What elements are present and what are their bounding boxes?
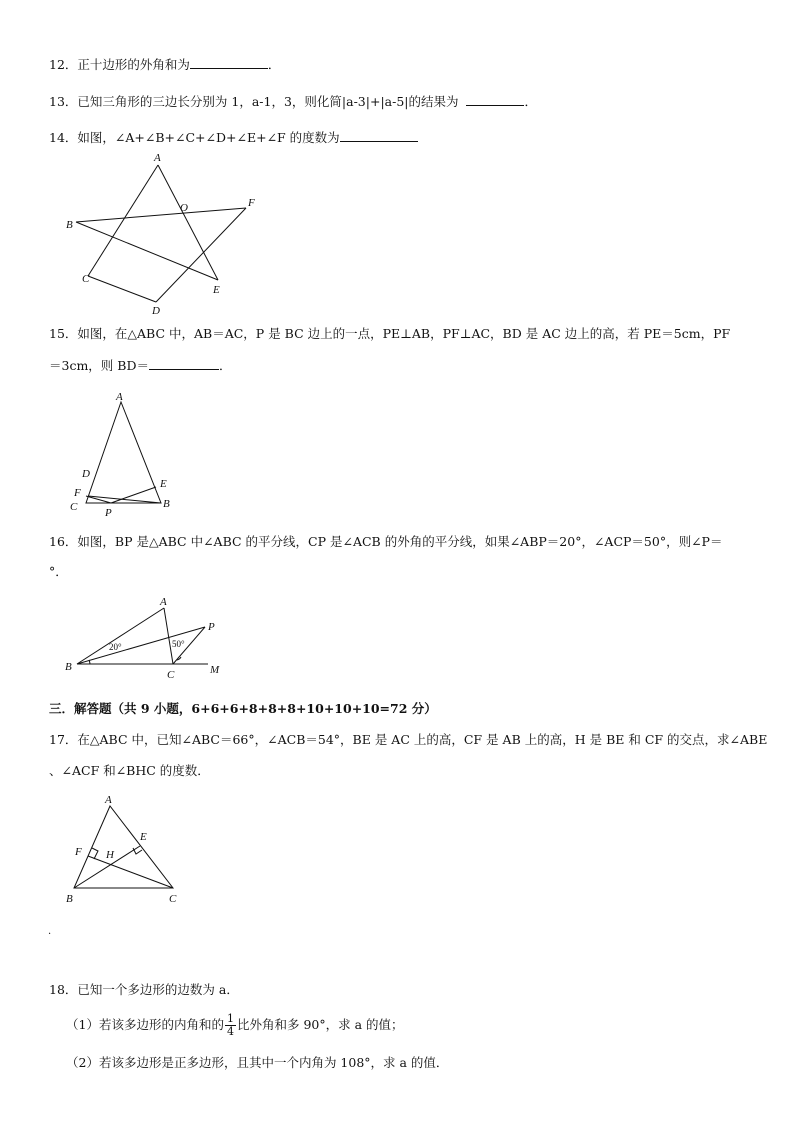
angle-label-acp: 50°	[172, 639, 185, 649]
answer-blank[interactable]	[149, 356, 219, 370]
part-2-text: （2）若该多边形是正多边形，且其中一个内角为 108°，求 a 的值．	[66, 1055, 449, 1070]
label-f: F	[248, 197, 255, 209]
fraction-one-quarter	[225, 1013, 236, 1038]
section-title-text: 三．解答题（共 9 小题，6+6+6+8+8+8+10+10+10=72 分）	[49, 701, 437, 716]
part-1-text-start: （1）若该多边形的内角和的	[66, 1017, 224, 1032]
question-16-text: 16．如图，BP 是△ABC 中∠ABC 的平分线，CP 是∠ACB 的外角的平分线，如果∠ABP＝20°，∠ACP＝50°，则∠P＝	[49, 534, 723, 549]
label-e: E	[140, 831, 147, 843]
question-18-stem	[49, 981, 239, 999]
label-d: D	[152, 305, 160, 317]
question-15-line-1	[49, 325, 730, 343]
angle-label-abp: 20°	[109, 642, 122, 652]
question-14	[49, 128, 418, 147]
part-1-text-end: 比外角和多 90°，求 a 的值；	[236, 1017, 404, 1032]
label-b: B	[66, 219, 73, 231]
figure-q17-triangle	[60, 790, 190, 910]
segment-bp	[77, 627, 205, 664]
question-13-text: 13．已知三角形的三边长分别为 1，a-1，3，则化简|a-3|+|a-5|的结果为	[49, 94, 459, 109]
question-18-part-1	[66, 1012, 404, 1038]
question-18-text: 18．已知一个多边形的边数为 a．	[49, 982, 239, 997]
question-12-text: 12．正十边形的外角和为	[49, 57, 190, 72]
answer-blank[interactable]	[190, 55, 268, 69]
question-17-text-2: 、∠ACF 和∠BHC 的度数．	[49, 763, 210, 778]
label-m: M	[210, 664, 220, 676]
punctuation: ．	[524, 94, 537, 109]
label-b: B	[66, 893, 73, 905]
triangle-abc	[74, 806, 173, 888]
segment-bf	[76, 208, 246, 222]
label-f: F	[75, 846, 82, 858]
segment-ba	[77, 608, 164, 664]
question-17-text: 17．在△ABC 中，已知∠ABC＝66°，∠ACB＝54°，BE 是 AC 上的高，CF 是 AB 上的高，H 是 BE 和 CF 的交点，求∠ABE	[49, 732, 768, 747]
label-b: B	[65, 661, 72, 673]
question-12	[49, 55, 280, 74]
triangle-abc	[86, 402, 161, 503]
label-c: C	[70, 501, 78, 513]
segment-cd	[88, 276, 156, 302]
fraction-denominator: 4	[226, 1025, 234, 1038]
label-h: H	[106, 849, 114, 861]
question-17-line-1	[49, 731, 767, 749]
figure-q14-star	[60, 150, 270, 320]
question-18-part-2	[66, 1054, 448, 1072]
answer-blank[interactable]	[340, 128, 418, 142]
question-15-text: 15．如图，在△ABC 中，AB＝AC，P 是 BC 边上的一点，PE⊥AB，PF⊥AC，BD 是 AC 边上的高，若 PE＝5cm，PF	[49, 326, 731, 341]
question-17-line-2	[49, 762, 210, 780]
label-c: C	[167, 669, 175, 681]
figure-q15-triangle	[66, 388, 186, 523]
figure-q16-triangle	[60, 594, 240, 684]
question-16-line-2	[49, 563, 68, 581]
question-13	[49, 92, 537, 111]
label-b: B	[163, 498, 170, 510]
label-e: E	[160, 478, 167, 490]
label-a: A	[105, 794, 112, 806]
segment-ae	[158, 165, 218, 280]
segment-df	[156, 208, 246, 302]
question-16-text-2: °．	[49, 564, 68, 579]
label-p: P	[105, 507, 112, 519]
punctuation: ．	[267, 57, 281, 72]
label-a: A	[154, 152, 161, 164]
label-d: D	[82, 468, 90, 480]
segment-be	[76, 222, 218, 280]
label-c: C	[82, 273, 90, 285]
section-title	[49, 700, 437, 718]
label-o: O	[180, 202, 188, 214]
answer-blank[interactable]	[466, 92, 524, 106]
punctuation: ．	[219, 358, 232, 373]
fraction-numerator: 1	[226, 1012, 234, 1025]
right-angle-mark-e	[133, 848, 142, 854]
label-a: A	[116, 391, 123, 403]
label-e: E	[213, 284, 220, 296]
label-f: F	[74, 487, 81, 499]
label-c: C	[169, 893, 177, 905]
question-15-text-2: ＝3cm，则 BD＝	[49, 358, 149, 373]
label-a: A	[160, 596, 167, 608]
question-16-line-1	[49, 533, 722, 551]
label-p: P	[208, 621, 215, 633]
stray-dot: .	[48, 926, 52, 937]
segment-ac	[164, 608, 173, 664]
question-15-line-2	[49, 356, 232, 375]
question-14-text: 14．如图，∠A+∠B+∠C+∠D+∠E+∠F 的度数为	[49, 130, 340, 145]
